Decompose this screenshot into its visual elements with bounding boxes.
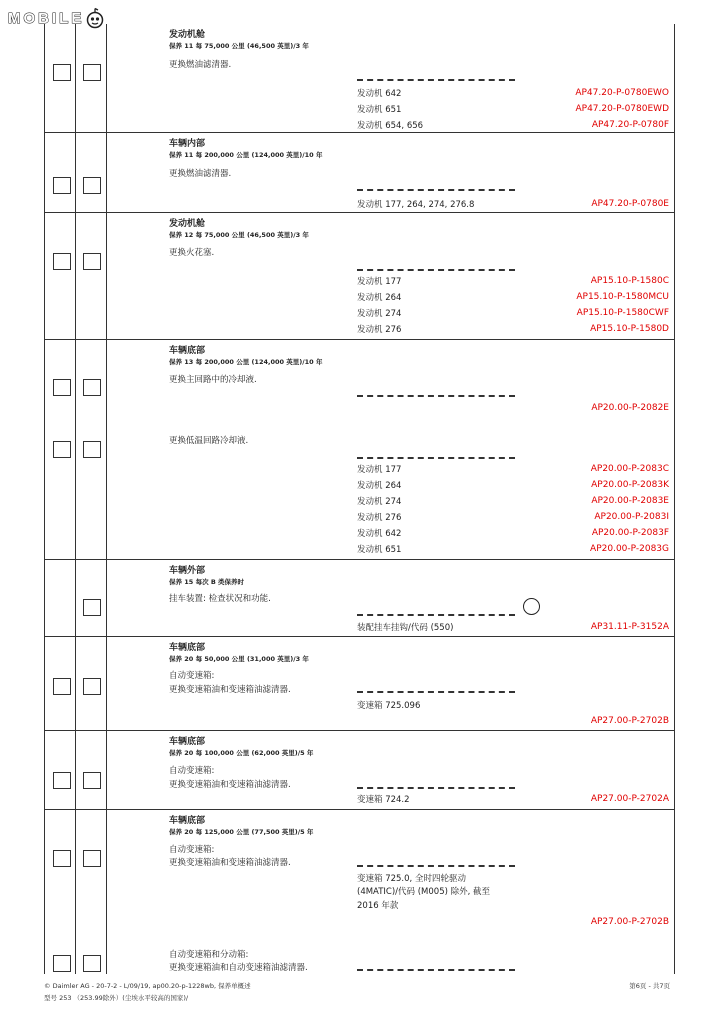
checkbox-col2[interactable]	[83, 379, 101, 396]
row-label: 发动机 264	[357, 293, 402, 303]
section-subtitle: 保养 20 每 100,000 公里 (62,000 英里)/5 年	[169, 749, 314, 757]
row-code[interactable]: AP20.00-P-2083F	[591, 528, 669, 538]
dash-line	[357, 189, 515, 191]
section-title: 车辆底部	[169, 816, 206, 826]
row-code[interactable]: AP20.00-P-2082E	[591, 403, 669, 413]
section-exterior-trailer-hitch	[44, 560, 675, 637]
checkbox-col2[interactable]	[83, 253, 101, 270]
row-label: 发动机 651	[357, 545, 402, 555]
row-label: 发动机 642	[357, 89, 402, 99]
row-code[interactable]: AP15.10-P-1580MCU	[576, 292, 669, 302]
row-label: 发动机 276	[357, 325, 402, 335]
dash-line	[357, 269, 515, 271]
checkbox-col1[interactable]	[53, 441, 71, 458]
section-subtitle: 保养 20 每 125,000 公里 (77,500 英里)/5 年	[169, 828, 314, 836]
row-code[interactable]: AP47.20-P-0780E	[591, 199, 669, 209]
row-label: 发动机 276	[357, 513, 402, 523]
row-label: 装配挂车挂钩/代码 (550)	[357, 623, 454, 633]
row-code[interactable]: AP15.10-P-1580CWF	[576, 308, 669, 318]
task-text: 更换火花塞.	[169, 248, 215, 258]
dash-line	[357, 395, 515, 397]
section-title: 车辆底部	[169, 737, 206, 747]
task-text: 更换变速箱油和变速箱油滤清器.	[169, 780, 291, 790]
row-label: (4MATIC)/代码 (M005) 除外, 截至	[357, 887, 491, 897]
dash-line	[357, 691, 515, 693]
row-code[interactable]: AP15.10-P-1580C	[590, 276, 669, 286]
row-code[interactable]: AP27.00-P-2702B	[590, 917, 669, 927]
row-label: 发动机 177	[357, 465, 402, 475]
row-label: 发动机 654, 656	[357, 121, 424, 131]
section-underbody-transmission-100k	[44, 731, 675, 810]
section-title: 车辆内部	[169, 139, 206, 149]
checkbox-col1[interactable]	[53, 772, 71, 789]
row-label: 发动机 274	[357, 497, 402, 507]
task-text: 更换燃油滤清器.	[169, 169, 232, 179]
section-subtitle: 保养 20 每 50,000 公里 (31,000 英里)/3 年	[169, 655, 309, 663]
checkbox-col2[interactable]	[83, 599, 101, 616]
section-title: 发动机舱	[169, 219, 206, 229]
section-engine-spark-plugs	[44, 213, 675, 340]
task-text: 更换变速箱油和变速箱油滤清器.	[169, 858, 291, 868]
footer-copyright: © Daimler AG - 20-7-2 - L/09/19, ap00.20-p-1228wb, 保养单概述	[44, 982, 251, 990]
checkbox-col2[interactable]	[83, 441, 101, 458]
row-code[interactable]: AP20.00-P-2083G	[590, 544, 669, 554]
row-label: 发动机 651	[357, 105, 402, 115]
task-text: 更换变速箱油和变速箱油滤清器.	[169, 685, 291, 695]
task-text: 自动变速箱:	[169, 671, 215, 681]
checkbox-col1[interactable]	[53, 678, 71, 695]
footer-model: 型号 253 （253.99除外）(尘埃水平较高的国家)/	[44, 994, 189, 1002]
checkbox-col2[interactable]	[83, 955, 101, 972]
row-label: 发动机 642	[357, 529, 402, 539]
task-text: 更换变速箱油和自动变速箱油滤清器.	[169, 963, 308, 973]
dash-line	[357, 614, 515, 616]
row-code[interactable]: AP20.00-P-2083E	[591, 496, 669, 506]
dash-line	[357, 457, 515, 459]
row-label: 发动机 274	[357, 309, 402, 319]
row-label: 变速箱 724.2	[357, 795, 410, 805]
section-title: 车辆底部	[169, 643, 206, 653]
section-subtitle: 保养 11 每 200,000 公里 (124,000 英里)/10 年	[169, 151, 323, 159]
task-text: 自动变速箱和分动箱:	[169, 950, 249, 960]
section-engine-fuel-filter	[44, 24, 675, 133]
task-text: 更换燃油滤清器.	[169, 60, 232, 70]
row-label: 变速箱 725.096	[357, 701, 421, 711]
row-code[interactable]: AP20.00-P-2083K	[591, 480, 669, 490]
cursor-circle-marker	[523, 598, 540, 615]
section-title: 车辆外部	[169, 566, 206, 576]
row-code[interactable]: AP31.11-P-3152A	[590, 622, 669, 632]
footer-page-number: 第6页 - 共7页	[629, 982, 670, 990]
section-underbody-transmission-125k	[44, 810, 675, 974]
section-interior-fuel-filter	[44, 133, 675, 213]
row-code[interactable]: AP20.00-P-2083I	[594, 512, 669, 522]
dash-line	[357, 79, 515, 81]
checkbox-col1[interactable]	[53, 177, 71, 194]
section-title: 车辆底部	[169, 346, 206, 356]
section-subtitle: 保养 13 每 200,000 公里 (124,000 英里)/10 年	[169, 358, 323, 366]
row-code[interactable]: AP27.00-P-2702B	[590, 716, 669, 726]
row-code[interactable]: AP47.20-P-0780F	[591, 120, 669, 130]
task-text: 自动变速箱:	[169, 845, 215, 855]
row-code[interactable]: AP20.00-P-2083C	[590, 464, 669, 474]
checkbox-col2[interactable]	[83, 678, 101, 695]
row-code[interactable]: AP47.20-P-0780EWO	[575, 88, 669, 98]
section-subtitle: 保养 11 每 75,000 公里 (46,500 英里)/3 年	[169, 42, 309, 50]
checkbox-col1[interactable]	[53, 379, 71, 396]
checkbox-col1[interactable]	[53, 850, 71, 867]
task-text: 更换低温回路冷却液.	[169, 436, 249, 446]
task-text: 挂车装置: 检查状况和功能.	[169, 594, 271, 604]
checkbox-col1[interactable]	[53, 253, 71, 270]
section-title: 发动机舱	[169, 30, 206, 40]
row-code[interactable]: AP15.10-P-1580D	[590, 324, 669, 334]
row-label: 发动机 264	[357, 481, 402, 491]
section-subtitle: 保养 15 每次 B 类保养时	[169, 578, 245, 586]
checkbox-col2[interactable]	[83, 772, 101, 789]
row-code[interactable]: AP27.00-P-2702A	[590, 794, 669, 804]
section-underbody-coolant	[44, 340, 675, 560]
checkbox-col1[interactable]	[53, 955, 71, 972]
checkbox-col2[interactable]	[83, 64, 101, 81]
section-subtitle: 保养 12 每 75,000 公里 (46,500 英里)/3 年	[169, 231, 309, 239]
section-underbody-transmission-50k	[44, 637, 675, 731]
task-text: 更换主回路中的冷却液.	[169, 375, 257, 385]
dash-line	[357, 787, 515, 789]
dash-line	[357, 865, 515, 867]
row-label: 2016 年款	[357, 901, 399, 911]
task-text: 自动变速箱:	[169, 766, 215, 776]
checkbox-col1[interactable]	[53, 64, 71, 81]
row-label: 变速箱 725.0, 全时四轮驱动	[357, 874, 466, 884]
row-label: 发动机 177	[357, 277, 402, 287]
row-code[interactable]: AP47.20-P-0780EWD	[575, 104, 669, 114]
checkbox-col2[interactable]	[83, 177, 101, 194]
row-label: 发动机 177, 264, 274, 276.8	[357, 200, 475, 210]
logo-text: MOBILE	[8, 9, 85, 27]
dash-line	[357, 969, 515, 971]
checkbox-col2[interactable]	[83, 850, 101, 867]
